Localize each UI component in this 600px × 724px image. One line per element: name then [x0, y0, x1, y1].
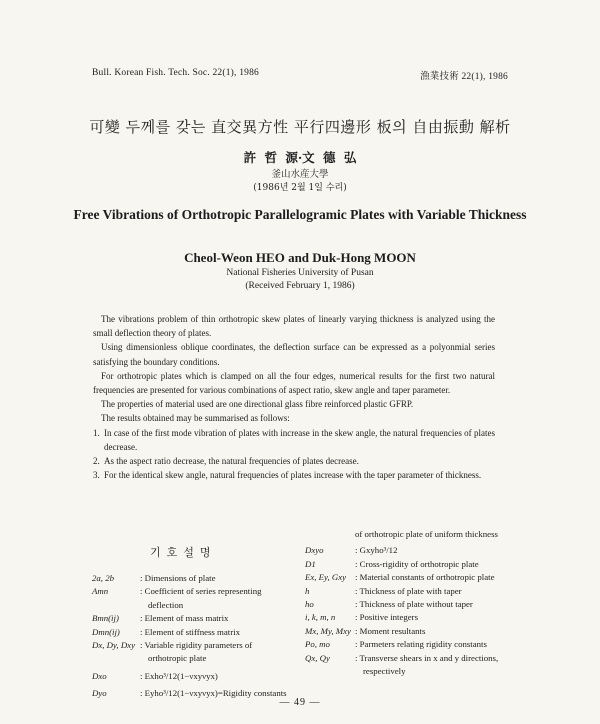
symbol: D1	[305, 558, 316, 569]
korean-affiliation: 釜山水産大學	[271, 169, 329, 180]
symbol	[92, 599, 140, 612]
symbol: Amn	[92, 586, 109, 597]
nomenclature-row	[305, 652, 520, 665]
english-authors: Cheol-Weon HEO and Duk-Hong MOON	[184, 250, 416, 265]
symbol: Dxyo	[305, 545, 324, 556]
nomenclature-row	[305, 665, 520, 678]
symbol: Ex, Ey, Gxy	[305, 572, 347, 583]
results-item-number: 1.	[93, 427, 100, 438]
results-item-number: 2.	[93, 456, 100, 467]
symbol: Dmn(ij)	[92, 626, 120, 637]
symbol-definition: : Coefficient of series representing	[140, 586, 262, 597]
symbol	[92, 652, 140, 665]
symbol: Mx, My, Mxy	[305, 625, 351, 636]
symbol: Dyo	[92, 688, 107, 699]
abstract	[93, 312, 495, 482]
nomenclature-row	[92, 599, 302, 612]
symbol-definition: : Positive integers	[355, 612, 419, 623]
nomenclature-row	[92, 670, 302, 683]
nomenclature-row	[305, 585, 520, 598]
abstract-paragraph: Using dimensionless oblique coordinates, the deflection surface can be expressed as a polyonmial series satisfying the boundary conditions.	[93, 342, 495, 367]
symbol-definition: : Moment resultants	[355, 625, 426, 636]
journal-header-right: 漁業技術 22(1), 1986	[420, 72, 508, 82]
english-received-date: (Received February 1, 1986)	[245, 281, 355, 291]
symbol-definition: : Cross-rigidity of orthotropic plate	[355, 558, 479, 569]
results-item-text: For the identical skew angle, natural frequencies of plates increase with the taper parameter of thickness.	[104, 470, 482, 481]
results-item	[93, 454, 495, 468]
journal-header-left: Bull. Korean Fish. Tech. Soc. 22(1), 1986	[92, 68, 259, 78]
english-title: Free Vibrations of Orthotropic Parallelogramic Plates with Variable Thickness	[73, 207, 527, 222]
symbol-definition: : Eyho³/12(1−νxyνyx)=Rigidity constants	[140, 688, 287, 699]
nomenclature-row	[92, 639, 302, 652]
nomenclature-left-column	[92, 572, 302, 701]
results-item-number: 3.	[93, 470, 100, 481]
symbol-definition: : Material constants of orthotropic plate	[355, 572, 495, 583]
symbol-definition: : Element of mass matrix	[140, 613, 229, 624]
nomenclature-row	[92, 585, 302, 598]
symbol-definition: : Dimensions of plate	[140, 573, 216, 583]
symbol: Dxo	[92, 670, 107, 681]
abstract-paragraph: The results obtained may be summarised as follows:	[101, 413, 290, 424]
english-affiliation: National Fisheries University of Pusan	[226, 268, 374, 278]
nomenclature-row	[305, 611, 520, 624]
symbol-definition: : Exho³/12(1−νxyνyx)	[140, 670, 218, 681]
korean-received-date: (1986년 2월 1일 수리)	[253, 183, 347, 193]
abstract-paragraph: The properties of material used are one directional glass fibre reinforced plastic GFRP.	[101, 399, 414, 410]
results-item-text: In case of the first mode vibration of plates with increase in the skew angle, the natural frequencies of plates decrease.	[104, 427, 495, 452]
symbol	[305, 665, 355, 678]
symbol: Po, mo	[305, 639, 330, 650]
results-list	[93, 426, 495, 483]
abstract-paragraph: The vibrations problem of thin orthotropic skew plates of linearly varying thickness is analyzed using the small deflection theory of plates.	[93, 314, 495, 339]
results-item	[93, 426, 495, 454]
symbol: Bmn(ij)	[92, 613, 119, 624]
symbol-definition: : Gxyho³/12	[355, 545, 398, 556]
nomenclature-row	[305, 558, 520, 571]
nomenclature-heading: 기호설명	[150, 546, 217, 559]
symbol: Qx, Qy	[305, 652, 330, 663]
korean-authors: 許 哲 源·文 德 弘	[243, 150, 357, 165]
abstract-paragraph: For orthotropic plates which is clamped on all the four edges, numerical results for the first two natural frequencies are presented for various combinations of aspect ratio, skew angle and taper parameter.	[93, 370, 495, 396]
nomenclature-row	[92, 626, 302, 639]
symbol-definition: : Thickness of plate without taper	[355, 599, 473, 610]
symbol-definition: : Transverse shears in x and y directions,	[355, 652, 499, 663]
page-number: — 49 —	[279, 697, 321, 708]
symbol-definition: orthotropic plate	[148, 653, 207, 664]
nomenclature-row	[92, 572, 302, 585]
results-item-text: As the aspect ratio decrease, the natural frequencies of plates decrease.	[104, 456, 359, 467]
nomenclature-row	[305, 625, 520, 638]
nomenclature-row	[305, 638, 520, 651]
korean-title: 可變 두께를 갖는 直交異方性 平行四邊形 板의 自由振動 解析	[89, 118, 511, 136]
nomenclature-row	[305, 571, 520, 584]
nomenclature-row	[305, 544, 520, 557]
nomenclature-row	[92, 612, 302, 625]
symbol: ho	[305, 599, 314, 610]
symbol-definition: : Parmeters relating rigidity constants	[355, 639, 487, 650]
results-item	[93, 468, 495, 482]
symbol: h	[305, 585, 310, 596]
symbol: 2a, 2b	[92, 573, 114, 583]
symbol: Dx, Dy, Dxy	[92, 640, 135, 651]
symbol-definition-continued: of orthotropic plate of uniform thickness	[355, 529, 498, 539]
nomenclature-row	[92, 652, 302, 665]
symbol-definition: : Element of stiffness matrix	[140, 626, 241, 637]
symbol-definition: : Thickness of plate with taper	[355, 585, 462, 596]
symbol-definition: respectively	[363, 666, 406, 677]
nomenclature-row	[305, 598, 520, 611]
nomenclature-right-column	[305, 528, 520, 678]
symbol: i, k, m, n	[305, 612, 336, 623]
symbol-definition: : Variable rigidity parameters of	[140, 640, 253, 651]
symbol-definition: deflection	[148, 599, 184, 610]
